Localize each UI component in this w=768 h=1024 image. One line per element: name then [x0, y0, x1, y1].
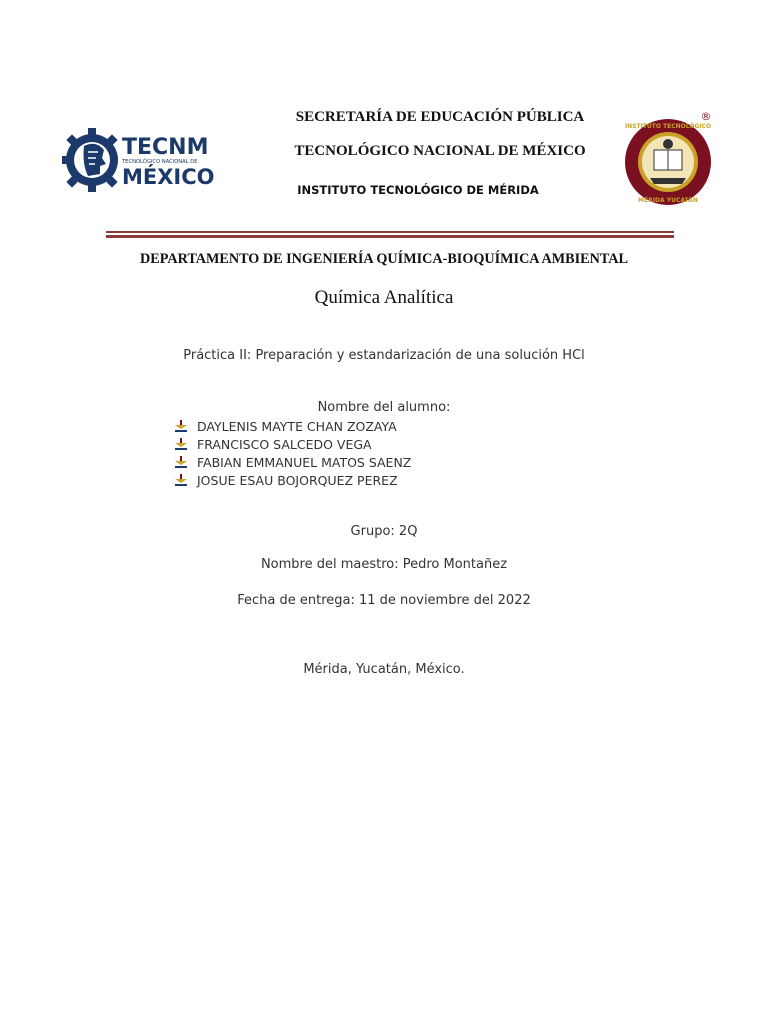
department-title: DEPARTAMENTO DE INGENIERÍA QUÍMICA-BIOQUÍMICA AMBIENTAL [140, 251, 628, 267]
seal-bottom-text: MÉRIDA YUCATÁN [638, 197, 698, 204]
list-item [174, 435, 411, 453]
mexico-word: MÉXICO [122, 165, 214, 189]
divider-thin [106, 231, 674, 233]
student-name: FABIAN EMMANUEL MATOS SAENZ [197, 454, 412, 470]
list-item [174, 417, 411, 435]
student-name: DAYLENIS MAYTE CHAN ZOZAYA [197, 418, 397, 434]
header-line-institute: INSTITUTO TECNOLÓGICO DE MÉRIDA [297, 183, 539, 197]
header-line-sep: SECRETARÍA DE EDUCACIÓN PÚBLICA [295, 109, 585, 125]
student-name: JOSUE ESAU BOJORQUEZ PEREZ [197, 472, 398, 488]
group-text: Grupo: 2Q [350, 524, 418, 539]
course-title: Química Analítica [314, 287, 454, 308]
student-name: FRANCISCO SALCEDO VEGA [197, 436, 372, 452]
arrow-bullet-icon [174, 420, 188, 432]
arrow-bullet-icon [174, 474, 188, 486]
place-text: Mérida, Yucatán, México. [303, 662, 465, 677]
seal-top-text: INSTITUTO TECNOLÓGICO [624, 123, 712, 130]
registered-mark: ® [700, 110, 712, 123]
arrow-bullet-icon [174, 438, 188, 450]
practice-title: Práctica II: Preparación y estandarización de una solución HCl [183, 348, 585, 363]
students-label: Nombre del alumno: [317, 400, 451, 415]
teacher-text: Nombre del maestro: Pedro Montañez [260, 557, 508, 572]
tecnm-word: TECNM [122, 135, 209, 160]
divider-thick [106, 235, 674, 238]
tecnm-logo [62, 114, 214, 206]
students-list [174, 417, 411, 489]
list-item [174, 471, 411, 489]
header-line-tecnm: TECNOLÓGICO NACIONAL DE MÉXICO [294, 143, 586, 159]
itm-seal-logo [624, 108, 716, 208]
list-item [174, 453, 411, 471]
arrow-bullet-icon [174, 456, 188, 468]
due-date-text: Fecha de entrega: 11 de noviembre del 2022 [237, 593, 531, 608]
tecnm-small-text: TECNOLÓGICO NACIONAL DE [122, 159, 198, 165]
